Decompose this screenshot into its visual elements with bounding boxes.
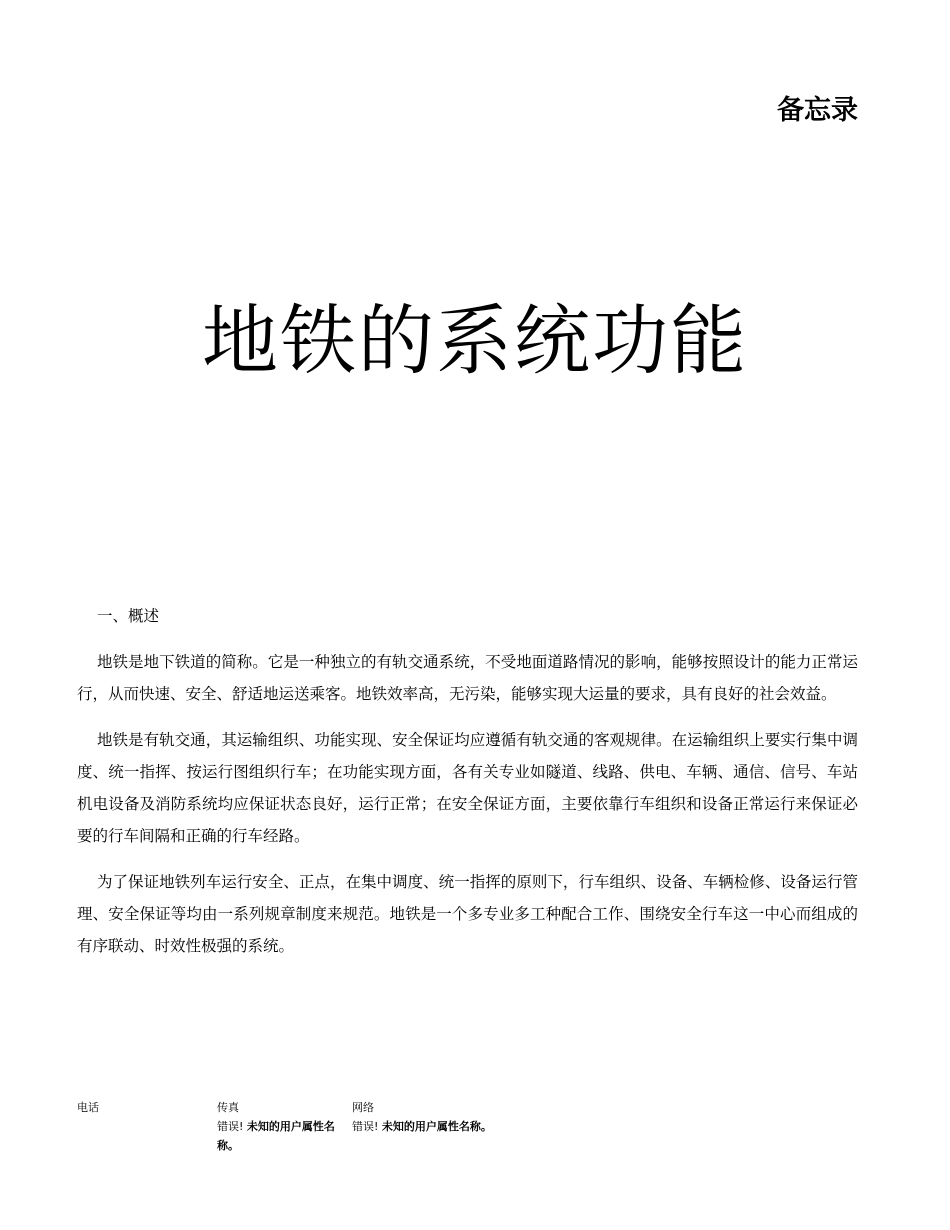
fax-error-prefix: 错误! (217, 1120, 244, 1133)
footer-web (352, 1098, 552, 1136)
paragraph: 地铁是有轨交通，其运输组织、功能实现、安全保证均应遵循有轨交通的客观规律。在运输组织上要实行集中调度、统一指挥、按运行图组织行车；在功能实现方面，各有关专业如隧道、线路、供电、车辆、通信、信号、车站机电设备及消防系统均应保证状态良好，运行正常；在安全保证方面，主要依靠行车组织和设备正常运行来保证必要的行车间隔和正确的行车经路。 (77, 731, 858, 845)
memo-label: 备忘录 (777, 95, 858, 126)
web-error-prefix: 错误! (352, 1120, 379, 1133)
web-label: 网络 (352, 1101, 374, 1114)
footer-phone (77, 1098, 197, 1117)
document-body (77, 600, 858, 976)
footer-fax (217, 1098, 337, 1155)
web-error (352, 1117, 552, 1136)
paragraph: 地铁是地下铁道的简称。它是一种独立的有轨交通系统，不受地面道路情况的影响，能够按照设计的能力正常运行，从而快速、安全、舒适地运送乘客。地铁效率高，无污染，能够实现大运量的要求，具有良好的社会效益。 (77, 653, 858, 703)
fax-error-message: 未知的用户属性名称。 (217, 1120, 335, 1152)
web-error-message: 未知的用户属性名称。 (381, 1120, 492, 1133)
fax-label: 传真 (217, 1101, 239, 1114)
phone-label: 电话 (77, 1101, 99, 1114)
paragraph: 为了保证地铁列车运行安全、正点，在集中调度、统一指挥的原则下，行车组织、设备、车辆检修、设备运行管理、安全保证等均由一系列规章制度来规范。地铁是一个多专业多工种配合工作、围绕安全行车这一中心而组成的有序联动、时效性极强的系统。 (77, 873, 858, 955)
section-heading: 一、概述 (97, 607, 160, 625)
document-title: 地铁的系统功能 (202, 296, 748, 385)
fax-error (217, 1117, 337, 1155)
